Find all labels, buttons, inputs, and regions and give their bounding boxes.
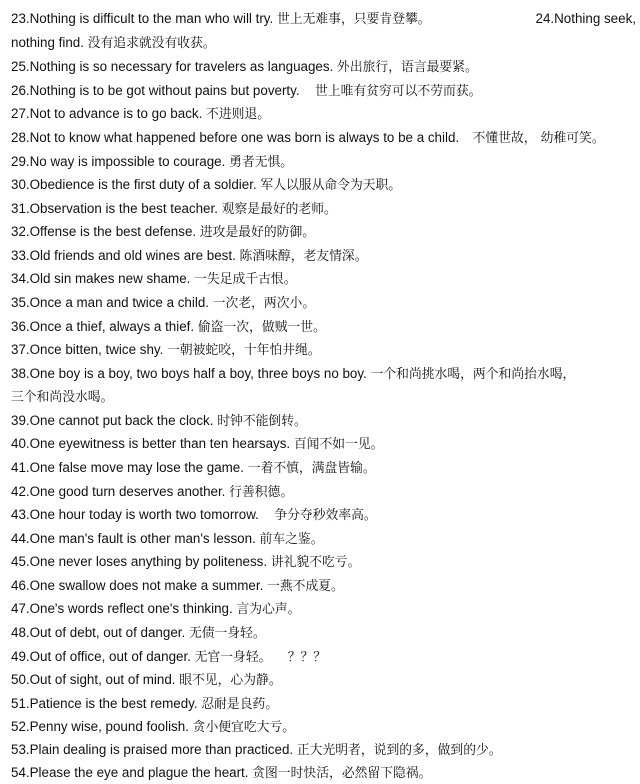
proverb-line-25 [11, 58, 636, 76]
proverb-english: 31.Observation is the best teacher. [11, 201, 218, 216]
proverb-english: 24.Nothing seek, [535, 11, 636, 26]
proverb-chinese: 无债一身轻。 [188, 626, 266, 641]
proverb-chinese: 一着不慎，满盘皆输。 [247, 461, 376, 476]
proverb-line-46 [11, 577, 636, 595]
proverb-english: 40.One eyewitness is better than ten hearsays. [11, 436, 291, 451]
proverb-chinese: 行善积德。 [229, 485, 294, 500]
proverb-line-24-cont [11, 34, 636, 52]
proverb-line-52 [11, 718, 636, 736]
proverb-chinese: 三个和尚没水喝。 [11, 390, 114, 405]
proverb-line-40 [11, 435, 636, 453]
proverb-english: 29.No way is impossible to courage. [11, 154, 226, 169]
proverb-chinese: 贪小便宜吃大亏。 [192, 720, 296, 735]
proverb-line-39 [11, 412, 636, 430]
proverb-english: 52.Penny wise, pound foolish. [11, 719, 189, 734]
proverb-english: 46.One swallow does not make a summer. [11, 578, 264, 593]
proverb-chinese: 眼不见，心为静。 [179, 673, 282, 688]
proverb-chinese: 一个和尚挑水喝，两个和尚抬水喝， [370, 367, 576, 382]
proverb-english: 53.Plain dealing is praised more than practiced. [11, 742, 294, 757]
proverb-chinese: 陈酒味醇，老友情深。 [239, 249, 368, 264]
proverb-chinese: 言为心声。 [236, 602, 301, 617]
proverb-english: 39.One cannot put back the clock. [11, 413, 214, 428]
proverb-line-53 [11, 741, 636, 759]
proverb-chinese: 忍耐是良药。 [201, 697, 279, 712]
proverb-english: 41.One false move may lose the game. [11, 460, 244, 475]
proverb-chinese: 外出旅行，语言最要紧。 [337, 60, 478, 75]
proverb-english: 48.Out of debt, out of danger. [11, 625, 186, 640]
proverb-chinese: 争分夺秒效率高。 [274, 508, 377, 523]
proverb-chinese: 正大光明者，说到的多，做到的少。 [296, 743, 502, 758]
proverb-english: 43.One hour today is worth two tomorrow. [11, 507, 259, 522]
proverb-chinese: 讲礼貌不吃亏。 [270, 555, 361, 570]
proverb-english: 54.Please the eye and plague the heart. [11, 765, 249, 780]
proverb-chinese: 观察是最好的老师。 [221, 202, 337, 217]
proverb-chinese: 世上唯有贫穷可以不劳而获。 [315, 84, 482, 99]
proverb-chinese: 不懂世故， 幼稚可笑。 [472, 131, 605, 146]
proverb-english: 37.Once bitten, twice shy. [11, 342, 164, 357]
proverb-line-44 [11, 530, 636, 548]
proverb-line-48 [11, 624, 636, 642]
proverb-chinese: 勇者无惧。 [229, 155, 294, 170]
proverb-english: 42.One good turn deserves another. [11, 484, 226, 499]
proverb-english: 26.Nothing is to be got without pains but poverty. [11, 83, 300, 98]
proverb-line-34 [11, 270, 636, 288]
proverb-line-41 [11, 459, 636, 477]
proverb-english: 33.Old friends and old wines are best. [11, 248, 236, 263]
proverb-english: 30.Obedience is the first duty of a soldier. [11, 177, 257, 192]
proverb-chinese: 无官一身轻。 ？？？ [194, 650, 327, 665]
proverb-line-38 [11, 365, 636, 383]
proverb-chinese: 一朝被蛇咬，十年怕井绳。 [167, 343, 321, 358]
proverb-chinese: 一燕不成夏。 [267, 579, 344, 594]
proverb-english: 28.Not to know what happened before one was born is always to be a child. [11, 130, 460, 145]
proverb-line-33 [11, 247, 636, 265]
proverb-chinese: 百闻不如一见。 [293, 437, 384, 452]
proverb-english: 36.Once a thief, always a thief. [11, 319, 195, 334]
proverb-english: 23.Nothing is difficult to the man who will try. [11, 11, 274, 26]
proverb-english: 51.Patience is the best remedy. [11, 696, 198, 711]
proverb-chinese: 没有追求就没有收获。 [87, 36, 216, 51]
proverb-chinese: 不进则退。 [206, 107, 271, 122]
proverb-line-38-cont [11, 388, 636, 406]
proverb-line-35 [11, 294, 636, 312]
proverb-line-54 [11, 764, 636, 782]
proverb-line-23 [11, 10, 636, 28]
proverb-chinese: 贪图一时快活，必然留下隐祸。 [252, 766, 432, 781]
proverb-english: 50.Out of sight, out of mind. [11, 672, 176, 687]
proverb-english: 49.Out of office, out of danger. [11, 649, 191, 664]
proverb-english: 38.One boy is a boy, two boys half a boy, three boys no boy. [11, 366, 367, 381]
proverb-line-51 [11, 695, 636, 713]
proverb-chinese: 偷盗一次，做贼一世。 [197, 320, 326, 335]
proverb-line-27 [11, 105, 636, 123]
proverb-line-49 [11, 648, 636, 666]
proverb-chinese: 一次老，两次小。 [212, 296, 316, 311]
proverb-chinese: 时钟不能倒转。 [217, 414, 307, 429]
proverb-chinese: 进攻是最好的防御。 [199, 225, 316, 240]
proverb-line-42 [11, 483, 636, 501]
proverb-chinese: 前车之鉴。 [259, 532, 324, 547]
proverb-english: 45.One never loses anything by politeness. [11, 554, 268, 569]
proverb-english: 25.Nothing is so necessary for travelers as languages. [11, 59, 334, 74]
proverb-chinese: 世上无难事，只要肯登攀。 [276, 12, 431, 27]
proverb-line-32 [11, 223, 636, 241]
proverb-line-43 [11, 506, 636, 524]
proverb-english: 47.One's words reflect one's thinking. [11, 601, 233, 616]
proverb-line-36 [11, 318, 636, 336]
proverb-chinese: 军人以服从命令为天职。 [260, 178, 402, 193]
proverb-english: 44.One man's fault is other man's lesson. [11, 531, 256, 546]
proverb-english: 27.Not to advance is to go back. [11, 106, 203, 121]
proverb-english: nothing find. [11, 35, 84, 50]
proverb-chinese: 一失足成千古恨。 [194, 272, 297, 287]
proverb-line-26 [11, 82, 636, 100]
proverb-english: 32.Offense is the best defense. [11, 224, 197, 239]
proverb-line-28 [11, 129, 636, 147]
proverb-line-37 [11, 341, 636, 359]
proverb-english: 34.Old sin makes new shame. [11, 271, 191, 286]
proverb-line-31 [11, 200, 636, 218]
proverb-line-50 [11, 671, 636, 689]
proverb-line-47 [11, 600, 636, 618]
proverb-line-45 [11, 553, 636, 571]
proverb-line-30 [11, 176, 636, 194]
proverb-line-29 [11, 153, 636, 171]
proverb-english: 35.Once a man and twice a child. [11, 295, 209, 310]
